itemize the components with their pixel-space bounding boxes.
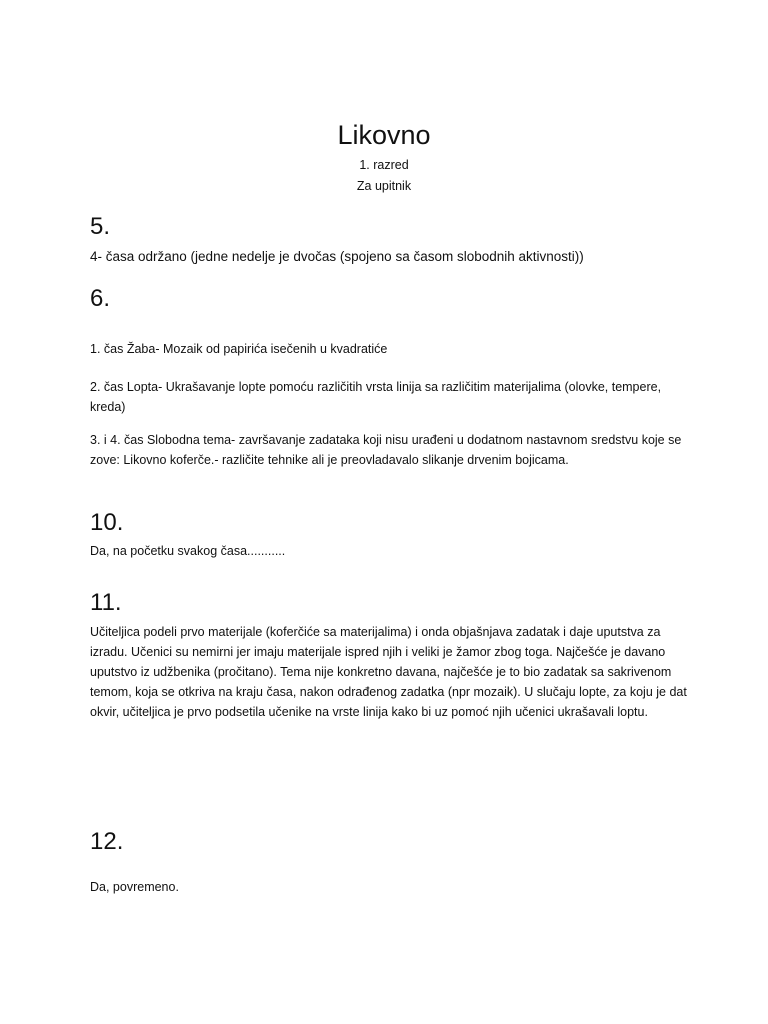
answer-6-item-3: 3. i 4. čas Slobodna tema- završavanje zadataka koji nisu urađeni u dodatnom nastavnom sredstvu koje se zove: Likovno koferče.- različite tehnike ali je preovladavalo slikanje drvenim bojicama. (90, 433, 682, 467)
document-title: Likovno (337, 120, 431, 150)
question-number-10: 10. (90, 509, 124, 536)
question-number-5: 5. (90, 213, 111, 240)
question-number-12: 12. (90, 828, 124, 855)
answer-5-text: 4- časa održano (jedne nedelje je dvočas (spojeno sa časom slobodnih aktivnosti)) (90, 249, 584, 264)
question-number-6: 6. (90, 285, 111, 312)
answer-10-text: Da, na početku svakog časa........... (90, 544, 286, 558)
answer-6-item-1: 1. čas Žaba- Mozaik od papirića isečenih u kvadratiće (90, 342, 388, 356)
document-subtitle-purpose: Za upitnik (356, 179, 412, 193)
answer-11-text: Učiteljica podeli prvo materijale (koferčiće sa materijalima) i onda objašnjava zadatak i daje uputstva za izradu. Učenici su nemirni jer imaju materijale ispred njih i veliki je žamor zbog toga. Najčešće je davano uputstvo iz udžbenika (pročitano). Tema nije konkretno davana, najčešće je to bio zadatak sa sakrivenom temom, koja se otkriva na kraju časa, nakon odrađenog zadatka (npr mozaik). U slučaju lopte, za koju je dat okvir, učiteljica je prvo podsetila učenike na vrste linija kako bi uz pomoć njih učenici ukrašavali loptu. (90, 625, 687, 719)
answer-6-item-2: 2. čas Lopta- Ukrašavanje lopte pomoću različitih vrsta linija sa različitim materijalima (olovke, tempere, kreda) (90, 380, 662, 414)
document-subtitle-grade: 1. razred (359, 158, 409, 172)
question-number-11: 11. (90, 589, 122, 616)
answer-12-text: Da, povremeno. (90, 880, 179, 894)
